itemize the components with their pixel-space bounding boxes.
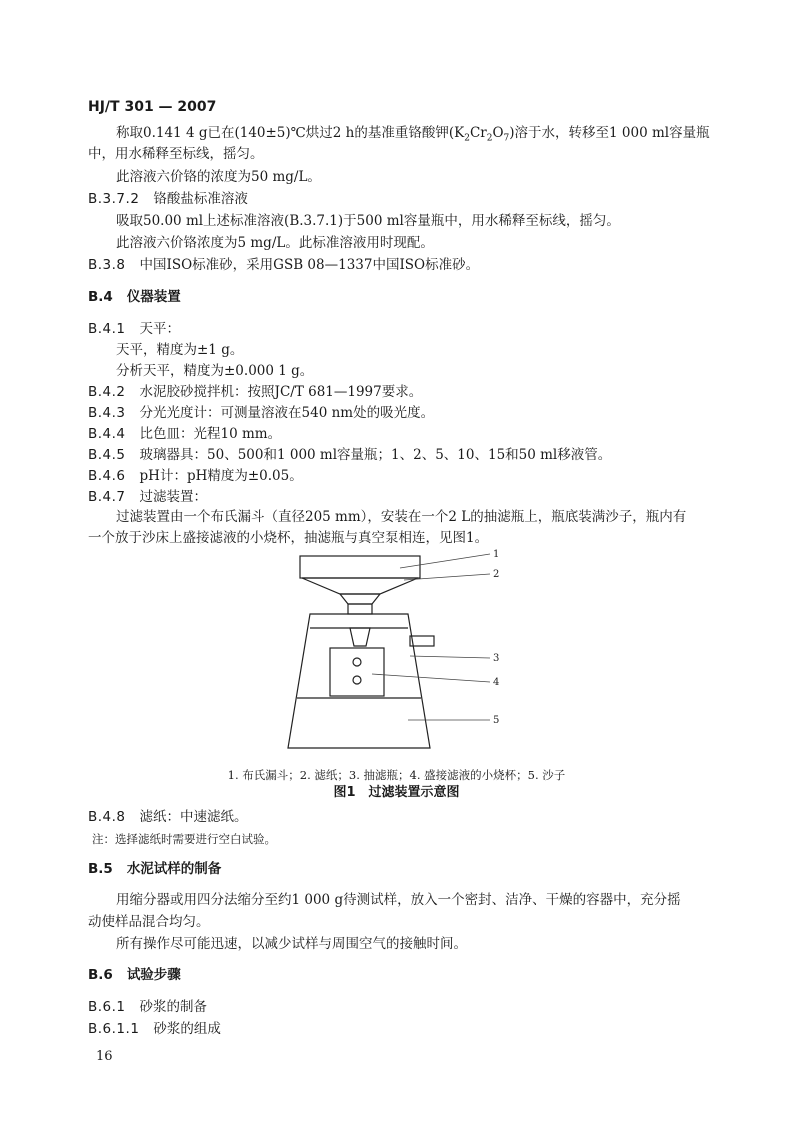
note: 注：选择滤纸时需要进行空白试验。: [92, 832, 276, 846]
section-title: 试验步骤: [126, 967, 181, 983]
paragraph-line: 用缩分器或用四分法缩分至约1 000 g待测试样，放入一个密封、洁净、干燥的容器中，充分摇: [116, 892, 681, 908]
formula-k-sub: 2: [464, 133, 470, 144]
beaker-hole-top: [353, 658, 361, 666]
buchner-funnel-rim: [300, 556, 420, 578]
filtration-apparatus-diagram: [280, 542, 520, 764]
section-number: B.4: [88, 289, 113, 305]
formula-k: K: [454, 125, 465, 141]
clause-text: 分光光度计：可测量溶液在540 nm处的吸光度。: [139, 405, 435, 421]
section-heading: [88, 966, 181, 984]
clause-number: B.4.1: [88, 321, 126, 337]
text-run: 称取0.141 4 g已在(140±5)℃烘过2 h的基准重铬酸钾(: [116, 125, 455, 141]
clause-number: B.4.7: [88, 489, 126, 505]
formula-cr: Cr: [469, 125, 487, 141]
clause-text: pH计：pH精度为±0.05。: [139, 468, 303, 484]
clause-number: B.4.3: [88, 405, 126, 421]
clause-heading: [88, 383, 422, 401]
figure-label: 1: [493, 549, 500, 560]
clause-heading: [88, 488, 207, 506]
clause-number: B.4.6: [88, 468, 126, 484]
paragraph-line: 过滤装置由一个布氏漏斗（直径205 mm），安装在一个2 L的抽滤瓶上，瓶底装满沙子，瓶内有: [116, 509, 687, 525]
clause-number: B.6.1.1: [88, 1021, 140, 1037]
beaker-hole-bottom: [353, 676, 361, 684]
figure-label: 4: [493, 677, 500, 688]
clause-text: 滤纸：中速滤纸。: [139, 809, 248, 825]
clause-number: B.4.2: [88, 384, 126, 400]
funnel-tip: [350, 628, 370, 646]
section-heading: [88, 860, 221, 878]
clause-text: 铬酸盐标准溶液: [153, 191, 248, 207]
clause-number: B.3.8: [88, 257, 126, 273]
clause-heading: [88, 998, 207, 1016]
formula-o-sub: 7: [503, 133, 510, 144]
clause-heading: [88, 404, 434, 422]
paragraph-line: 中，用水稀释至标线，摇匀。: [88, 146, 264, 162]
figure-label: 2: [493, 569, 500, 580]
formula-cr-sub: 2: [486, 133, 493, 144]
leader-line-2: [404, 574, 490, 580]
funnel-stem: [348, 604, 372, 614]
clause-heading: [88, 425, 281, 443]
clause-heading: [88, 467, 303, 485]
buchner-funnel-cone: [302, 578, 418, 594]
page-number: 16: [96, 1049, 113, 1064]
chemical-formula: [454, 125, 510, 144]
figure-legend: 1. 布氏漏斗；2. 滤纸；3. 抽滤瓶；4. 盛接滤液的小烧杯；5. 沙子: [227, 768, 566, 782]
paragraph-line: 分析天平，精度为±0.000 1 g。: [116, 363, 314, 379]
section-heading: [88, 288, 181, 306]
clause-number: B.6.1: [88, 999, 126, 1015]
figure-label: 5: [493, 715, 500, 726]
leader-line-3: [410, 656, 490, 658]
clause-text: 砂浆的制备: [139, 999, 208, 1015]
paragraph-line: 此溶液六价铬的浓度为50 mg/L。: [116, 169, 321, 185]
figure-label: 3: [493, 653, 500, 664]
document-id: HJ/T 301 — 2007: [88, 99, 217, 115]
section-title: 水泥试样的制备: [126, 861, 222, 877]
clause-heading: [88, 256, 479, 274]
clause-number: B.4.5: [88, 447, 126, 463]
clause-text: 比色皿：光程10 mm。: [139, 426, 282, 442]
clause-text: 过滤装置：: [139, 489, 208, 505]
clause-heading: [88, 1020, 221, 1038]
clause-heading: [88, 808, 248, 826]
clause-text: 天平：: [139, 321, 181, 337]
section-title: 仪器装置: [126, 289, 181, 305]
clause-text: 水泥胶砂搅拌机：按照JC/T 681—1997要求。: [139, 384, 423, 400]
filtrate-beaker: [330, 648, 384, 696]
clause-heading: [88, 446, 611, 464]
clause-number: B.3.7.2: [88, 191, 140, 207]
paragraph-line: 吸取50.00 ml上述标准溶液(B.3.7.1)于500 ml容量瓶中，用水稀释至标线，摇匀。: [116, 213, 620, 229]
clause-number: B.4.4: [88, 426, 126, 442]
clause-text: 玻璃器具：50、500和1 000 ml容量瓶；1、2、5、10、15和50 ml移液管。: [139, 447, 612, 463]
figure-caption: 图1 过滤装置示意图: [333, 785, 460, 800]
paragraph-line: 天平，精度为±1 g。: [116, 342, 244, 358]
leader-line-4: [372, 674, 490, 682]
paragraph-line: 此溶液六价铬浓度为5 mg/L。此标准溶液用时现配。: [116, 235, 434, 251]
clause-number: B.4.8: [88, 809, 126, 825]
paragraph-line: 动使样品混合均匀。: [88, 914, 210, 930]
text-run: )溶于水，转移至1 000 ml容量瓶: [509, 125, 710, 141]
funnel-neck: [340, 594, 380, 604]
clause-text: 中国ISO标准砂，采用GSB 08—1337中国ISO标准砂。: [139, 257, 480, 273]
filter-flask: [288, 614, 430, 748]
paragraph-line: 所有操作尽可能迅速，以减少试样与周围空气的接触时间。: [116, 936, 467, 952]
formula-o: O: [492, 125, 504, 141]
section-number: B.5: [88, 861, 113, 877]
clause-text: 砂浆的组成: [153, 1021, 221, 1037]
paragraph-line: 一个放于沙床上盛接滤液的小烧杯，抽滤瓶与真空泵相连，见图1。: [88, 530, 489, 546]
section-number: B.6: [88, 967, 113, 983]
clause-heading: [88, 190, 248, 208]
clause-heading: [88, 320, 180, 338]
